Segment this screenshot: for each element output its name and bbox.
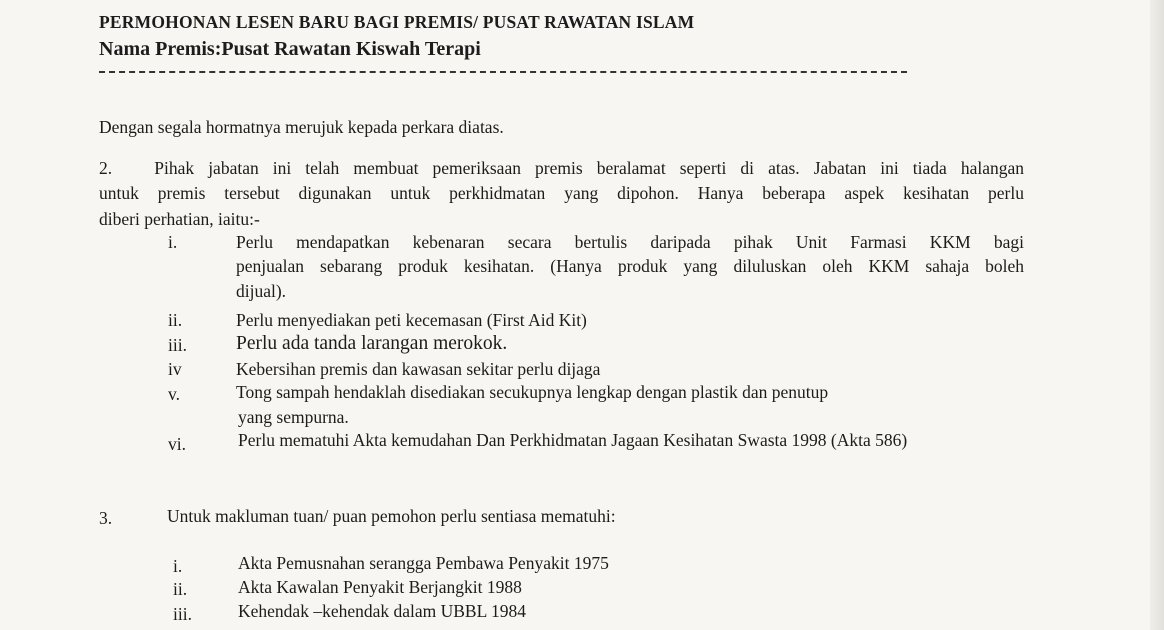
list-item-line: Akta Pemusnahan serangga Pembawa Penyakit 1975 [238,553,609,573]
para2-number: 2. [99,158,113,178]
para2-line3: diberi perhatian, iaitu:- [99,209,260,229]
item-number: iii. [168,335,187,355]
list-item-line: Perlu mematuhi Akta kemudahan Dan Perkhidmatan Jagaan Kesihatan Swasta 1998 (Akta 586) [238,430,908,450]
premise-name: Nama Premis:Pusat Rawatan Kiswah Terapi [99,38,481,60]
opening-line: Dengan segala hormatnya merujuk kepada perkara diatas. [99,117,504,137]
list-item-line: Kehendak –kehendak dalam UBBL 1984 [238,601,527,621]
page-edge-shadow [1150,0,1164,630]
list-item-line: yang sempurna. [238,407,349,427]
list-item-line: Tong sampah hendaklah disediakan secukupnya lengkap dengan plastik dan penutup [236,382,829,402]
document-title: PERMOHONAN LESEN BARU BAGI PREMIS/ PUSAT RAWATAN ISLAM [99,12,695,32]
list-item-line: Perlu mendapatkan kebenaran secara bertulis daripada pihak Unit Farmasi KKM bagi [236,232,1024,252]
list-item-line: dijual). [236,281,287,301]
item-number: i. [168,232,178,252]
dashed-divider [99,71,907,73]
item-number: i. [173,556,183,576]
item-number: vi. [168,434,186,454]
para2-line2: untuk premis tersebut digunakan untuk perkhidmatan yang dipohon. Hanya beberapa aspek kesihatan perlu [99,183,1024,203]
list-item-line: Perlu menyediakan peti kecemasan (First Aid Kit) [236,310,587,330]
item-number: ii. [173,579,188,599]
item-number: iii. [173,604,192,624]
list-item-line: penjualan sebarang produk kesihatan. (Hanya produk yang diluluskan oleh KKM sahaja boleh [236,256,1024,276]
item-number: ii. [168,310,183,330]
item-number: v. [168,384,180,404]
item-number: iv [168,359,182,379]
para2-line1-text: Pihak jabatan ini telah membuat pemeriksaan premis beralamat seperti di atas. Jabatan ini tiada halangan [154,158,1024,178]
list-item-line: Akta Kawalan Penyakit Berjangkit 1988 [238,577,522,597]
para3-number: 3. [99,508,113,528]
para3-intro: Untuk makluman tuan/ puan pemohon perlu sentiasa mematuhi: [167,506,616,526]
list-item-line: Perlu ada tanda larangan merokok. [236,333,508,354]
para2-line1 [99,158,1024,179]
list-item-line: Kebersihan premis dan kawasan sekitar perlu dijaga [236,359,601,379]
